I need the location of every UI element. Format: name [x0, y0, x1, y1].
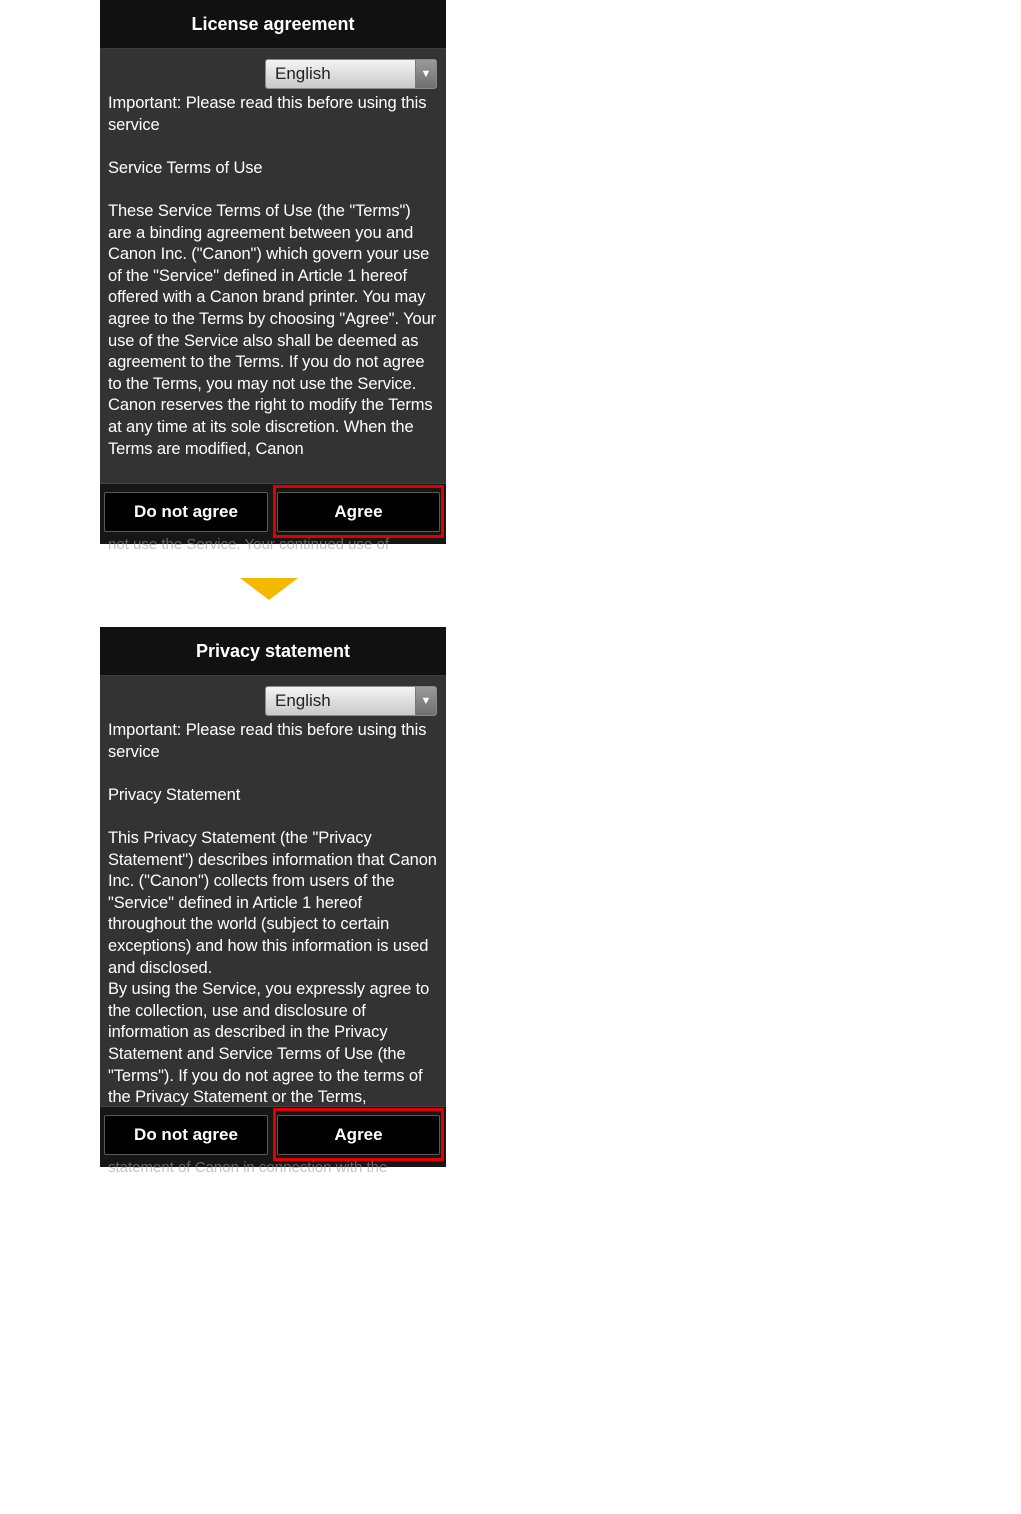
do-not-agree-button[interactable]: Do not agree — [104, 1115, 268, 1155]
section-heading: Privacy Statement — [108, 785, 241, 804]
chevron-down-icon: ▼ — [415, 687, 436, 715]
scroll-peek-text: statement of Canon in connection with the — [108, 1159, 388, 1176]
intro-paragraph: Important: Please read this before using this service — [108, 94, 427, 134]
intro-paragraph: Important: Please read this before using this service — [108, 721, 427, 761]
body-paragraph: These Service Terms of Use (the "Terms") are a binding agreement between you and Canon Inc. ("Canon") which govern your use of the "Service" defined in Article 1 hereof offered with a Canon brand printer. You may agree to the Terms by choosing "Agree". Your use of the Service also shall be deemed as agreement to the Terms. If you do not agree to the Terms, you may not use the Service. — [108, 201, 437, 393]
license-agreement-screen — [100, 0, 446, 553]
chevron-down-icon: ▼ — [415, 60, 436, 88]
privacy-text — [100, 720, 446, 1109]
language-select[interactable] — [265, 686, 437, 716]
body-paragraph: Canon reserves the right to modify the Terms at any time at its sole discretion. When the Terms are modified, Canon — [108, 396, 433, 458]
screen-title: License agreement — [100, 0, 446, 49]
do-not-agree-button[interactable]: Do not agree — [104, 492, 268, 532]
language-select-value: English — [275, 64, 331, 83]
language-select[interactable] — [265, 59, 437, 89]
agree-button[interactable]: Agree — [277, 1115, 440, 1155]
screen-title: Privacy statement — [100, 627, 446, 676]
privacy-statement-screen — [100, 627, 446, 1176]
body-paragraph: This Privacy Statement (the "Privacy Statement") describes information that Canon Inc. ("Canon") collects from users of the "Service" defined in Article 1 hereof throughout the world (subject to certain exceptions) and how this information is used and disclosed. — [108, 828, 437, 977]
body-paragraph: By using the Service, you expressly agree to the collection, use and disclosure of information as described in the Privacy Statement and Service Terms of Use (the "Terms"). If you do not agree to the terms of the Privacy Statement or the Terms, — [108, 980, 430, 1107]
terms-text — [100, 93, 446, 460]
section-heading: Service Terms of Use — [108, 158, 263, 177]
scroll-peek-text: not use the Service. Your continued use of — [108, 536, 390, 553]
down-arrow-icon — [240, 578, 298, 600]
button-bar — [100, 1106, 446, 1176]
language-select-value: English — [275, 691, 331, 710]
button-bar — [100, 483, 446, 553]
agree-button[interactable]: Agree — [277, 492, 440, 532]
